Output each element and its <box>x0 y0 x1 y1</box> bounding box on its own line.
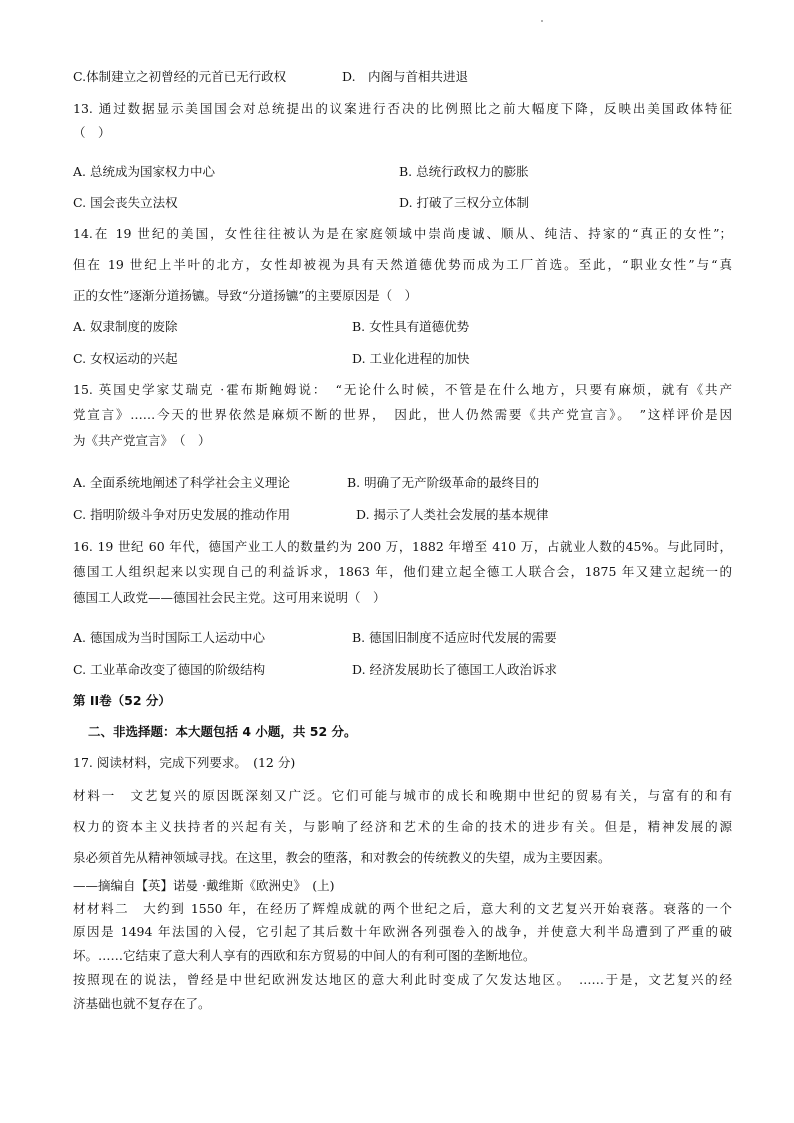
q14-option-c: C. 女权运动的兴起 <box>73 351 178 366</box>
q17-material1-source: ——摘编自【英】诺曼 ·戴维斯《欧洲史》 (上) <box>73 878 335 893</box>
q17-material2-line5: 济基础也就不复存在了。 <box>73 996 211 1011</box>
q13-option-b: B. 总统行政权力的膨胀 <box>399 164 529 179</box>
q15-option-b: B. 明确了无产阶级革命的最终目的 <box>347 475 540 490</box>
q14-option-b: B. 女性具有道德优势 <box>352 319 470 334</box>
q14-stem-line2: 但在 19 世纪上半叶的北方，女性却被视为具有天然道德优势而成为工厂首选。至此，“职业女性”与“真 <box>73 257 732 272</box>
q17-material1-line1: 材料一 文艺复兴的原因既深刻又广泛。它们可能与城市的成长和晚期中世纪的贸易有关，与富有的和有 <box>73 788 732 803</box>
q16-option-b: B. 德国旧制度不适应时代发展的需要 <box>352 630 557 645</box>
q17-material1-line3: 泉必须首先从精神领域寻找。在这里，教会的堕落，和对教会的传统教义的失望，成为主要因素。 <box>73 850 611 865</box>
q15-option-c: C. 指明阶级斗争对历史发展的推动作用 <box>73 507 291 522</box>
q16-option-a: A. 德国成为当时国际工人运动中心 <box>73 630 265 645</box>
section-subheading: 二、非选择题：本大题包括 4 小题，共 52 分。 <box>88 724 357 739</box>
q17-material2-line1: 材材料二 大约到 1550 年，在经历了辉煌成就的两个世纪之后，意大利的文艺复兴开始衰落。衰落的一个 <box>73 901 732 916</box>
q15-stem-line2: 党宣言》……今天的世界依然是麻烦不断的世界， 因此，世人仍然需要《共产党宣言》。 ”这样评价是因 <box>73 407 732 422</box>
q15-option-d: D. 揭示了人类社会发展的基本规律 <box>356 507 549 522</box>
q12-option-d: D. 内阁与首相共进退 <box>342 69 469 84</box>
q13-option-d: D. 打破了三权分立体制 <box>399 195 530 210</box>
q12-option-c: C.体制建立之初曾经的元首已无行政权 <box>73 69 287 84</box>
q14-stem-line1: 14.在 19 世纪的美国，女性往往被认为是在家庭领域中崇尚虔诚、顺从、纯洁、持家的“真正的女性”； <box>73 226 732 241</box>
q16-stem-line1: 16. 19 世纪 60 年代，德国产业工人的数量约为 200 万，1882 年增至 410 万，占就业人数的45%。与此同时， <box>73 539 732 554</box>
q14-option-a: A. 奴隶制度的废除 <box>73 319 178 334</box>
q13-stem-line2: （ ） <box>73 125 111 140</box>
q15-option-a: A. 全面系统地阐述了科学社会主义理论 <box>73 475 290 490</box>
q14-option-d: D. 工业化进程的加快 <box>352 351 470 366</box>
q16-stem-line2: 德国工人组织起来以实现自己的利益诉求，1863 年，他们建立起全德工人联合会，1875 年又建立起统一的 <box>73 564 732 579</box>
q16-option-c: C. 工业革命改变了德国的阶级结构 <box>73 662 266 677</box>
q16-option-d: D. 经济发展助长了德国工人政治诉求 <box>352 662 558 677</box>
q16-stem-line3: 德国工人政党——德国社会民主党。这可用来说明（ ） <box>73 590 386 605</box>
q17-material2-line3: 坏。……它结束了意大利人享有的西欧和东方贸易的中间人的有利可图的垄断地位。 <box>73 948 536 963</box>
scan-mark <box>541 20 543 22</box>
q15-stem-line3: 为《共产党宣言》 （ ） <box>73 433 211 448</box>
q14-stem-line3: 正的女性”逐渐分道扬镳。导致“分道扬镳”的主要原因是（ ） <box>73 288 418 303</box>
q17-material2-line2: 原因是 1494 年法国的入侵，它引起了其后数十年欧洲各列强卷入的战争，并使意大利半岛遭到了严重的破 <box>73 924 732 939</box>
q13-option-a: A. 总统成为国家权力中心 <box>73 164 215 179</box>
section-heading: 第 II卷（52 分） <box>73 693 171 708</box>
q17-material2-line4: 按照现在的说法，曾经是中世纪欧洲发达地区的意大利此时变成了欠发达地区。 ……于是，文艺复兴的经 <box>73 972 732 987</box>
q13-option-c: C. 国会丧失立法权 <box>73 195 178 210</box>
q17-stem: 17. 阅读材料，完成下列要求。 (12 分) <box>73 755 296 770</box>
q13-stem-line1: 13. 通过数据显示美国国会对总统提出的议案进行否决的比例照比之前大幅度下降，反映出美国政体特征 <box>73 101 732 116</box>
q15-stem-line1: 15. 英国史学家艾瑞克 ·霍布斯鲍姆说： “无论什么时候，不管是在什么地方，只要有麻烦，就有《共产 <box>73 382 732 397</box>
q17-material1-line2: 权力的资本主义扶持者的兴起有关，与影响了经济和艺术的生命的技术的进步有关。但是，精神发展的源 <box>73 819 732 834</box>
